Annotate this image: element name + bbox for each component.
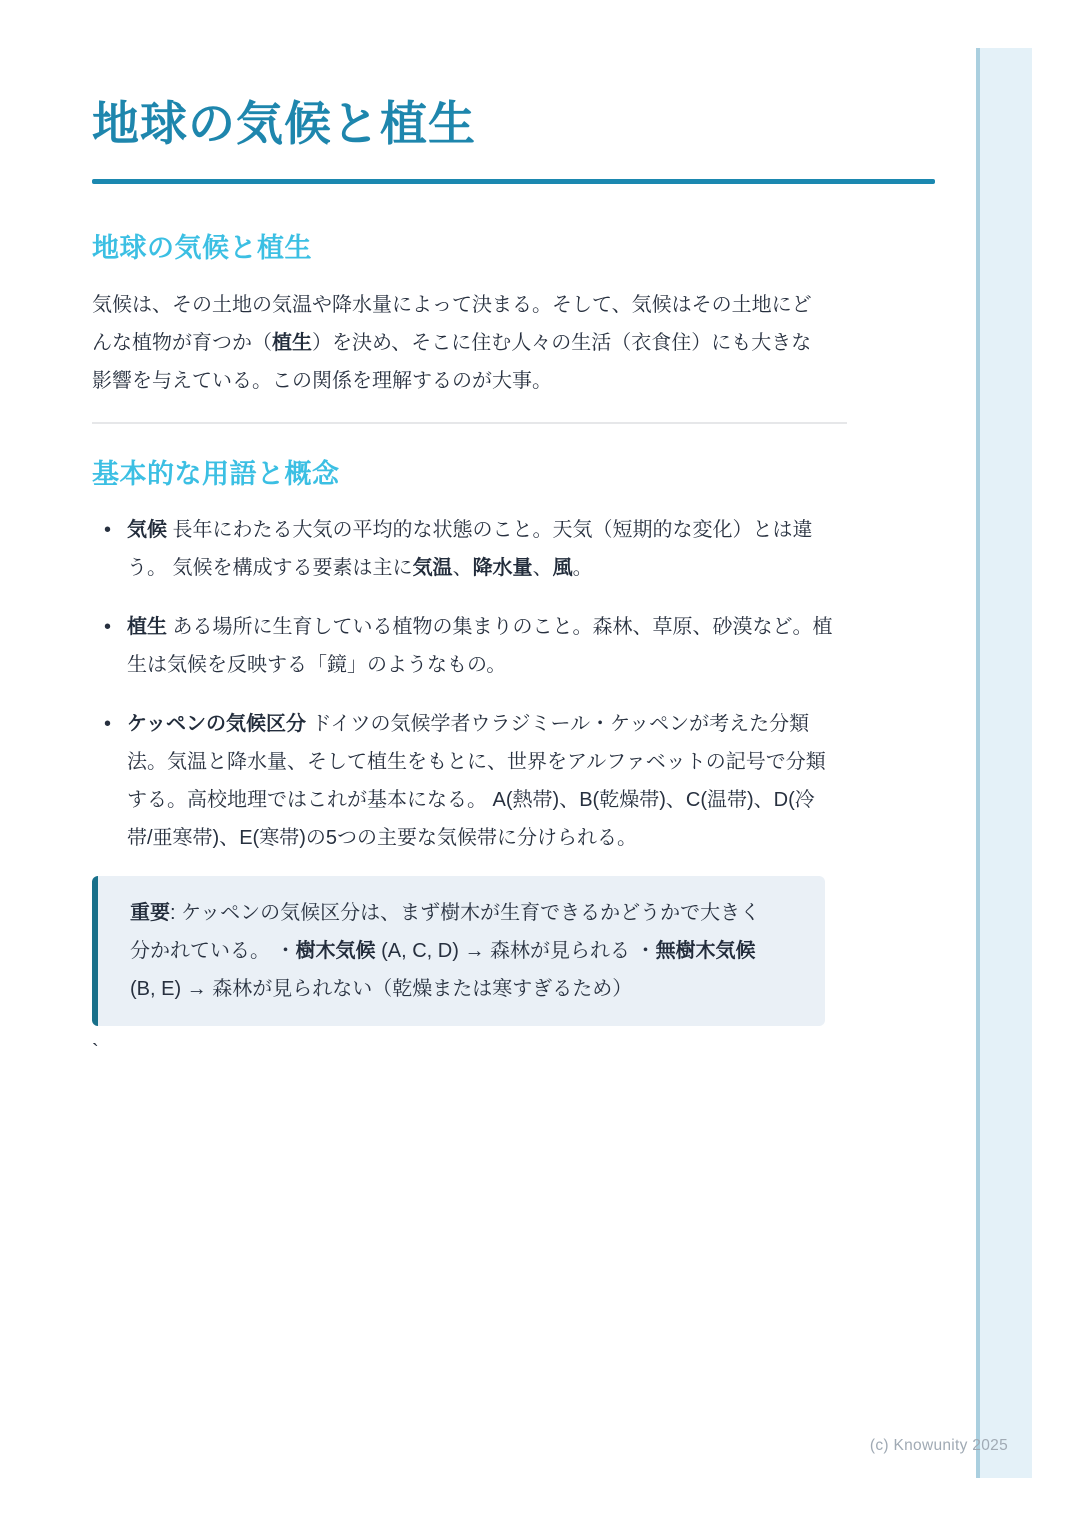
- bullet-icon: •: [104, 713, 112, 735]
- section-heading-basic-terms: 基本的な用語と概念: [92, 459, 340, 489]
- title-underline-rule: [92, 179, 935, 184]
- list-item-text: 植生 ある場所に生育している植物の集まりのこと。森林、草原、砂漠など。植生は気候を反映する「鏡」のようなもの。: [127, 616, 833, 676]
- list-item-kikou: [92, 511, 935, 587]
- decorative-side-strip: [976, 48, 1032, 1478]
- bullet-icon: •: [104, 519, 112, 541]
- section-heading-climate-vegetation: 地球の気候と植生: [92, 233, 312, 263]
- section-divider: [92, 422, 847, 424]
- footer-copyright: (c) Knowunity 2025: [869, 1437, 1008, 1454]
- intro-paragraph: 気候は、その土地の気温や降水量によって決まる。そして、気候はその土地にどんな植物が育つか（植生）を決め、そこに住む人々の生活（衣食住）にも大きな影響を与えている。この関係を理解するのが大事。: [92, 294, 812, 392]
- document-page: [92, 0, 935, 1064]
- stray-backtick-character: `: [92, 1041, 99, 1063]
- bullet-icon: •: [104, 616, 112, 638]
- callout-text: 重要: ケッペンの気候区分は、まず樹木が生育できるかどうかで大きく分かれている。 ・樹木気候 (A, C, D) → 森林が見られる ・無樹木気候 (B, E) → 森林が見られない（乾燥または寒すぎるため）: [130, 902, 761, 1000]
- term-list: [92, 511, 935, 857]
- list-item-text: 気候 長年にわたる大気の平均的な状態のこと。天気（短期的な変化）とは違う。 気候を構成する要素は主に気温、降水量、風。: [127, 519, 813, 579]
- page-title: 地球の気候と植生: [92, 97, 476, 150]
- list-item-koppen: [92, 705, 935, 857]
- list-item-text: ケッペンの気候区分 ドイツの気候学者ウラジミール・ケッペンが考えた分類法。気温と降水量、そして植生をもとに、世界をアルファベットの記号で分類する。高校地理ではこれが基本になる。 A(熱帯)、B(乾燥帯)、C(温帯)、D(冷帯/亜寒帯)、E(寒帯)の5つの主要な気候帯に分けられる。: [127, 713, 826, 849]
- important-callout: [92, 876, 825, 1026]
- list-item-shokusei: [92, 608, 935, 684]
